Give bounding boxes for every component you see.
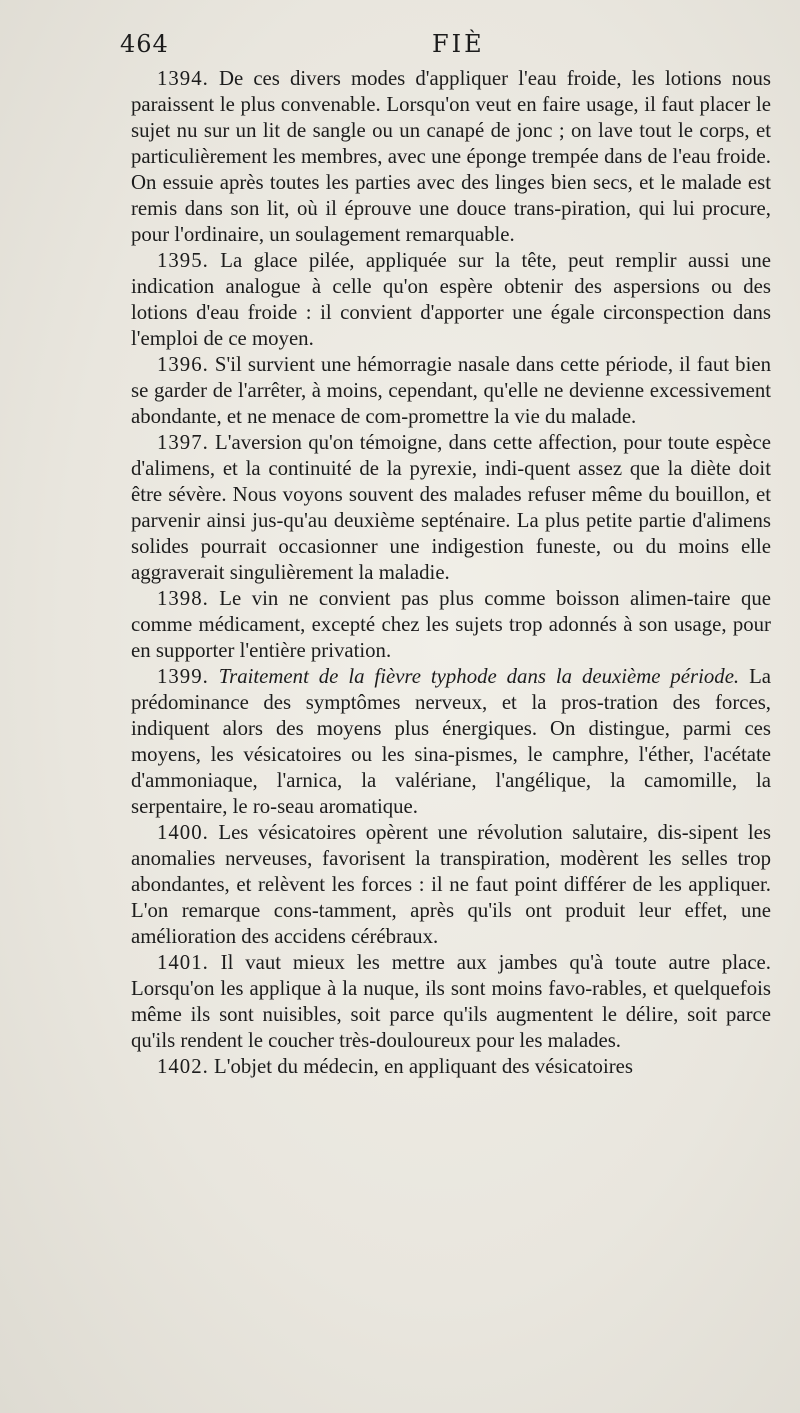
page-number: 464 — [120, 30, 169, 58]
running-head: FIÈ — [432, 30, 485, 58]
paragraph-number: 1394. — [157, 67, 209, 90]
paragraph-1398 — [131, 586, 771, 664]
paragraph-text: Il vaut mieux les mettre aux jambes qu'à toute autre place. Lorsqu'on les applique à la nuque, ils sont moins favo-rables, et quelquefois même ils sont nuisibles, soit parce qu'ils augmentent le délire, soit parce qu'ils rendent le coucher très-douloureux pour les malades. — [131, 951, 771, 1052]
body-text — [131, 66, 771, 1080]
paragraph-number: 1400. — [157, 821, 209, 844]
paragraph-text: S'il survient une hémorragie nasale dans cette période, il faut bien se garder de l'arrêter, à moins, cependant, qu'elle ne devienne excessivement abondante, et ne menace de com-promettre la vie du malade. — [131, 353, 771, 428]
section-title: Traitement de la fièvre typhode dans la deuxième période. — [218, 665, 740, 688]
paragraph-1395 — [131, 248, 771, 352]
paragraph-1402 — [131, 1054, 771, 1080]
paragraph-text: L'objet du médecin, en appliquant des vésicatoires — [214, 1055, 633, 1078]
paragraph-text: L'aversion qu'on témoigne, dans cette affection, pour toute espèce d'alimens, et la continuité de la pyrexie, indi-quent assez que la diète doit être sévère. Nous voyons souvent des malades refuser même du bouillon, et parvenir ainsi jus-qu'au deuxième septénaire. La plus petite partie d'alimens solides pourrait occasionner une indigestion funeste, ou du moins elle aggraverait singulièrement la maladie. — [131, 431, 772, 584]
paragraph-number: 1395. — [157, 249, 209, 272]
paragraph-number: 1399. — [157, 665, 209, 688]
paragraph-number: 1401. — [157, 951, 209, 974]
paragraph-1399 — [131, 664, 771, 820]
paragraph-number: 1396. — [157, 353, 209, 376]
paragraph-1397 — [131, 430, 771, 586]
page-header — [120, 30, 760, 64]
paragraph-text: La glace pilée, appliquée sur la tête, peut remplir aussi une indication analogue à celle qu'on espère obtenir des aspersions ou des lotions d'eau froide : il convient d'apporter une égale circonspection dans l'emploi de ce moyen. — [131, 249, 771, 350]
paragraph-1400 — [131, 820, 771, 950]
paragraph-1394 — [131, 66, 771, 248]
paragraph-number: 1397. — [157, 431, 209, 454]
paragraph-text: Le vin ne convient pas plus comme boisson alimen-taire que comme médicament, excepté chez les sujets trop adonnés à son usage, pour en supporter l'entière privation. — [131, 587, 771, 662]
paragraph-number: 1398. — [157, 587, 209, 610]
paragraph-1396 — [131, 352, 771, 430]
paragraph-text: Les vésicatoires opèrent une révolution salutaire, dis-sipent les anomalies nerveuses, favorisent la transpiration, modèrent les selles trop abondantes, et relèvent les forces : il ne faut point différer de les appliquer. L'on remarque cons-tamment, après qu'ils ont produit leur effet, une amélioration des accidens cérébraux. — [131, 821, 772, 948]
paragraph-text: La prédominance des symptômes nerveux, et la pros-tration des forces, indiquent alors des moyens plus énergiques. On distingue, parmi ces moyens, les vésicatoires ou les sina-pismes, le camphre, l'éther, l'acétate d'ammoniaque, l'arnica, la valériane, l'angélique, la camomille, la serpentaire, le ro-seau aromatique. — [131, 665, 771, 818]
paragraph-1401 — [131, 950, 771, 1054]
paragraph-number: 1402. — [157, 1055, 209, 1078]
paragraph-text: De ces divers modes d'appliquer l'eau froide, les lotions nous paraissent le plus convenable. Lorsqu'on veut en faire usage, il faut placer le sujet nu sur un lit de sangle ou un canapé de jonc ; on lave tout le corps, et particulièrement les membres, avec une éponge trempée dans de l'eau froide. On essuie après toutes les parties avec des linges bien secs, et le malade est remis dans son lit, où il éprouve une douce trans-piration, qui lui procure, pour l'ordinaire, un soulagement remarquable. — [131, 67, 772, 246]
